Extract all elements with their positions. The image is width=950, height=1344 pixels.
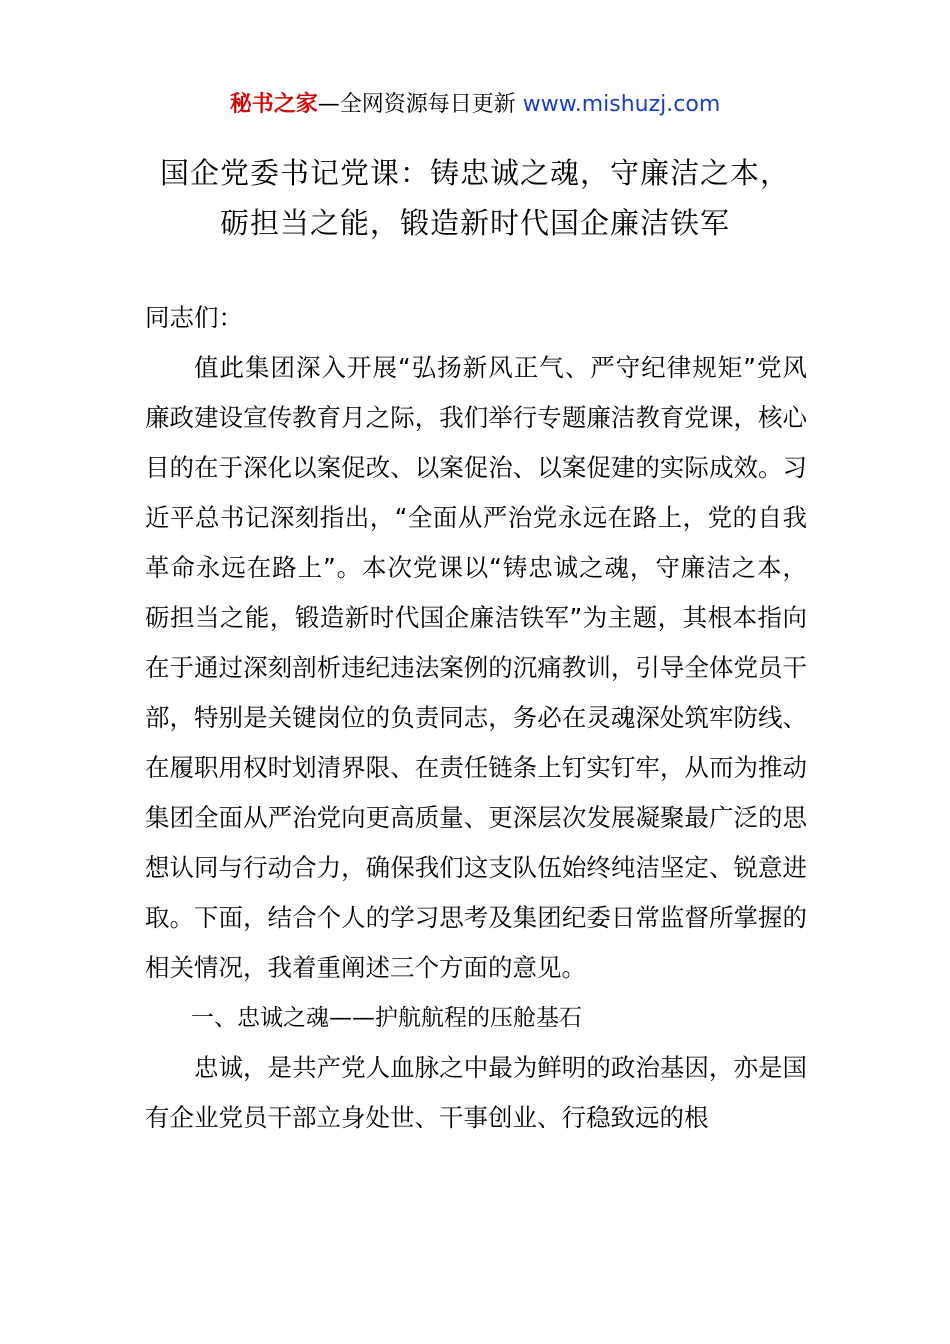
site-url-link[interactable]: www.mishuzj.com — [522, 92, 721, 117]
paragraph-intro: 值此集团深入开展“弘扬新风正气、严守纪律规矩”党风廉政建设宣传教育月之际，我们举行专题廉洁教育党课，核心目的在于深化以案促改、以案促治、以案促建的实际成效。习近平总书记深刻指出，“全面从严治党永远在路上，党的自我革命永远在路上”。本次党课以“铸忠诚之魂，守廉洁之本，砺担当之能，锻造新时代国企廉洁铁军”为主题，其根本指向在于通过深刻剖析违纪违法案例的沉痛教训，引导全体党员干部，特别是关键岗位的负责同志，务必在灵魂深处筑牢防线、在履职用权时划清界限、在责任链条上钉实钉牢，从而为推动集团全面从严治党向更高质量、更深层次发展凝聚最广泛的思想认同与行动合力，确保我们这支队伍始终纯洁坚定、锐意进取。下面，结合个人的学习思考及集团纪委日常监督所掌握的相关情况，我着重阐述三个方面的意见。 — [145, 353, 807, 982]
site-header — [0, 88, 950, 122]
section-heading-1: 一、忠诚之魂——护航航程的压舱基石 — [191, 1005, 582, 1031]
paragraph-loyalty: 忠诚，是共产党人血脉之中最为鲜明的政治基因，亦是国有企业党员干部立身处世、干事创业、行稳致远的根 — [145, 1053, 807, 1132]
brand-name: 秘书之家 — [229, 92, 318, 117]
salutation: 同志们： — [145, 303, 243, 332]
document-body — [145, 293, 807, 1143]
header-slogan: —全网资源每日更新 — [317, 92, 523, 117]
document-title: 国企党委书记党课：铸忠诚之魂，守廉洁之本，砺担当之能，锻造新时代国企廉洁铁军 — [159, 156, 790, 240]
